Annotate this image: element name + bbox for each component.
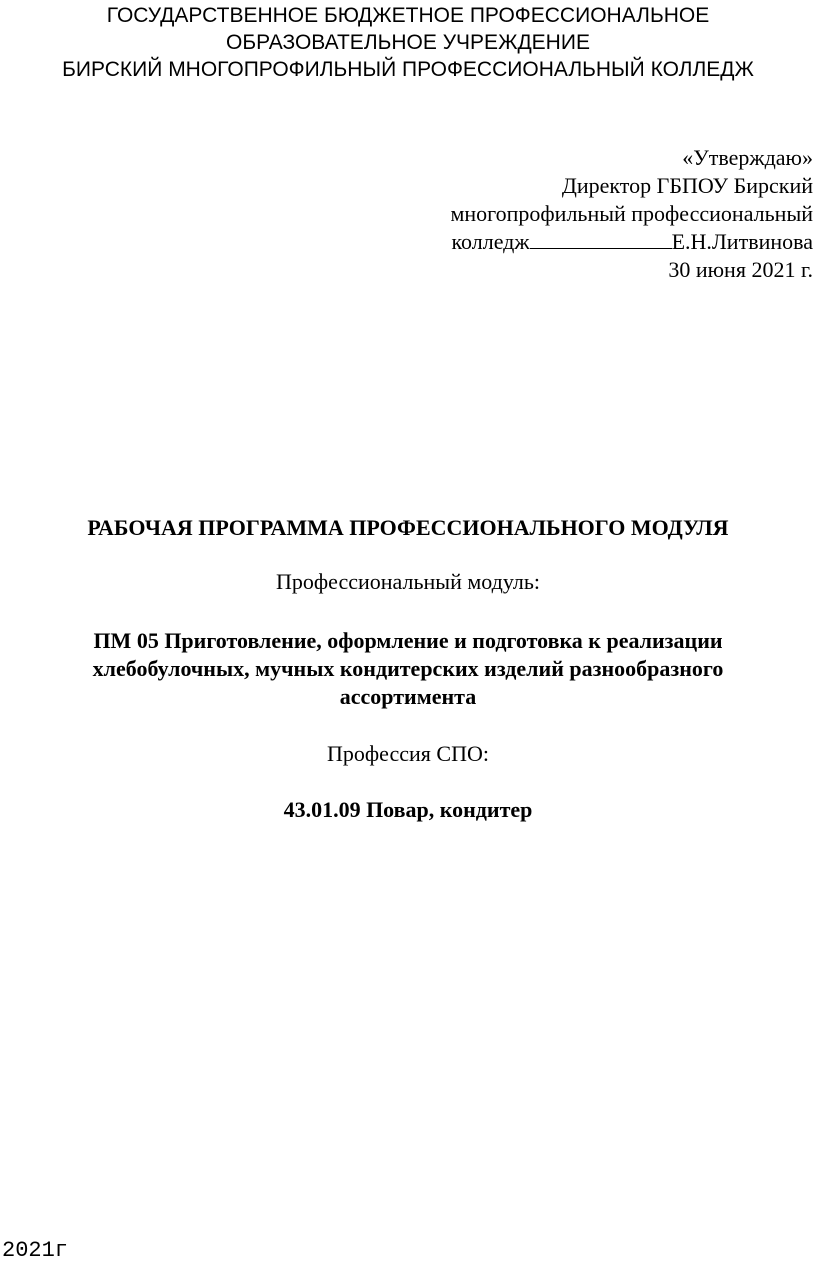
approval-block <box>293 144 813 284</box>
module-label: Профессиональный модуль: <box>276 569 540 594</box>
document-title: РАБОЧАЯ ПРОГРАММА ПРОФЕССИОНАЛЬНОГО МОДУЛЯ <box>87 515 729 540</box>
director-position-line-1: Директор ГБПОУ Бирский <box>561 173 813 198</box>
signature-line <box>293 228 813 256</box>
director-position-line-2: многопрофильный профессиональный <box>450 201 813 226</box>
director-name: Е.Н.Литвинова <box>671 229 813 254</box>
module-name-line-1: ПМ 05 Приготовление, оформление и подготовка к реализации <box>93 628 723 653</box>
approve-word: «Утверждаю» <box>682 145 813 170</box>
institution-line-3: БИРСКИЙ МНОГОПРОФИЛЬНЫЙ ПРОФЕССИОНАЛЬНЫЙ КОЛЛЕДЖ <box>62 58 754 81</box>
module-name-line-2: хлебобулочных, мучных кондитерских изделий разнообразного <box>92 656 724 681</box>
institution-line-1: ГОСУДАРСТВЕННОЕ БЮДЖЕТНОЕ ПРОФЕССИОНАЛЬНОЕ <box>106 4 710 27</box>
institution-line-2: ОБРАЗОВАТЕЛЬНОЕ УЧРЕЖДЕНИЕ <box>226 31 590 54</box>
signature-blank <box>530 229 672 249</box>
institution-header <box>0 2 816 83</box>
approval-date: 30 июня 2021 г. <box>668 257 813 282</box>
profession-name: 43.01.09 Повар, кондитер <box>283 797 533 822</box>
profession-label: Профессия СПО: <box>327 741 489 766</box>
footer-year: 2021г <box>2 1238 69 1263</box>
module-name-line-3: ассортимента <box>339 684 477 709</box>
module-name <box>0 627 816 711</box>
college-word: колледж <box>451 229 530 254</box>
